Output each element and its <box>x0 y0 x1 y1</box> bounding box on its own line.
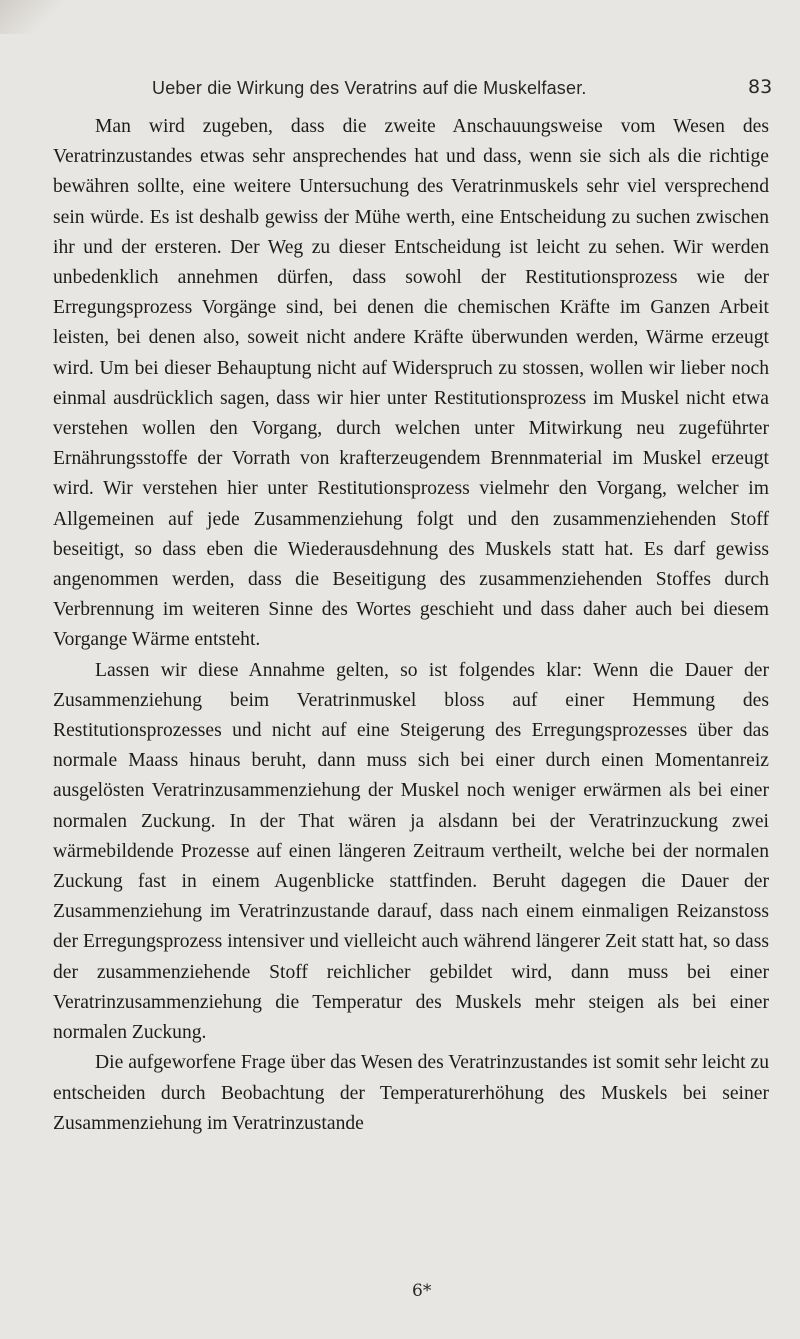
page-corner-shadow <box>0 0 62 34</box>
running-title: Ueber die Wirkung des Veratrins auf die Muskelfaser. <box>152 78 587 98</box>
paragraph: Man wird zugeben, dass die zweite Anschauungsweise vom Wesen des Veratrinzustandes etwas sehr ansprechendes hat und dass, wenn sie sich als die richtige bewähren sollte, eine weitere Untersuchung des Veratrinmuskels sehr viel versprechend sein würde. Es ist deshalb gewiss der Mühe werth, eine Entscheidung zu suchen zwischen ihr und der ersteren. Der Weg zu dieser Entscheidung ist leicht zu sehen. Wir werden unbedenklich annehmen dürfen, dass sowohl der Restitutionsprozess wie der Erregungsprozess Vorgänge sind, bei denen die chemischen Kräfte im Ganzen Arbeit leisten, bei denen also, soweit nicht andere Kräfte überwunden werden, Wärme erzeugt wird. Um bei dieser Behauptung nicht auf Widerspruch zu stossen, wollen wir lieber noch einmal ausdrücklich sagen, dass wir hier unter Restitutionsprozess im Muskel nicht etwa verstehen wollen den Vorgang, durch welchen unter Mitwirkung neu zugeführter Ernährungsstoffe der Vorrath von krafterzeugendem Brennmaterial im Muskel erzeugt wird. Wir verstehen hier unter Restitutionsprozess vielmehr den Vorgang, welcher im Allgemeinen auf jede Zusammenziehung folgt und den zusammenziehenden Stoff beseitigt, so dass eben die Wiederausdehnung des Muskels statt hat. Es darf gewiss angenommen werden, dass die Beseitigung des zusammenziehenden Stoffes durch Verbrennung im weiteren Sinne des Wortes geschieht und dass daher auch bei diesem Vorgange Wärme entsteht. <box>53 116 769 651</box>
page-number: 83 <box>748 76 773 98</box>
paragraph: Lassen wir diese Annahme gelten, so ist folgendes klar: Wenn die Dauer der Zusammenziehung beim Veratrinmuskel bloss auf einer Hemmung des Restitutionsprozesses und nicht auf eine Steigerung des Erregungsprozesses über das normale Maass hinaus beruht, dann muss sich bei einer durch einen Momentanreiz ausgelösten Veratrinzusammenziehung der Muskel noch weniger erwärmen als bei einer normalen Zuckung. In der That wären ja alsdann bei der Veratrinzuckung zwei wärmebildende Prozesse auf einen längeren Zeitraum vertheilt, welche bei der normalen Zuckung fast in einem Augenblicke stattfinden. Beruht dagegen die Dauer der Zusammenziehung im Veratrinzustande darauf, dass nach einem einmaligen Reizanstoss der Erregungsprozess intensiver und vielleicht auch während längerer Zeit statt hat, so dass der zusammenziehende Stoff reichlicher gebildet wird, dann muss bei einer Veratrinzusammenziehung die Temperatur des Muskels mehr steigen als bei einer normalen Zuckung. <box>53 659 769 1044</box>
body-text <box>53 112 769 1139</box>
paragraph: Die aufgeworfene Frage über das Wesen des Veratrinzustandes ist somit sehr leicht zu entscheiden durch Beobachtung der Temperaturerhöhung des Muskels bei seiner Zusammenziehung im Veratrinzustande <box>53 1052 769 1134</box>
printer-signature-mark: 6* <box>412 1281 432 1301</box>
